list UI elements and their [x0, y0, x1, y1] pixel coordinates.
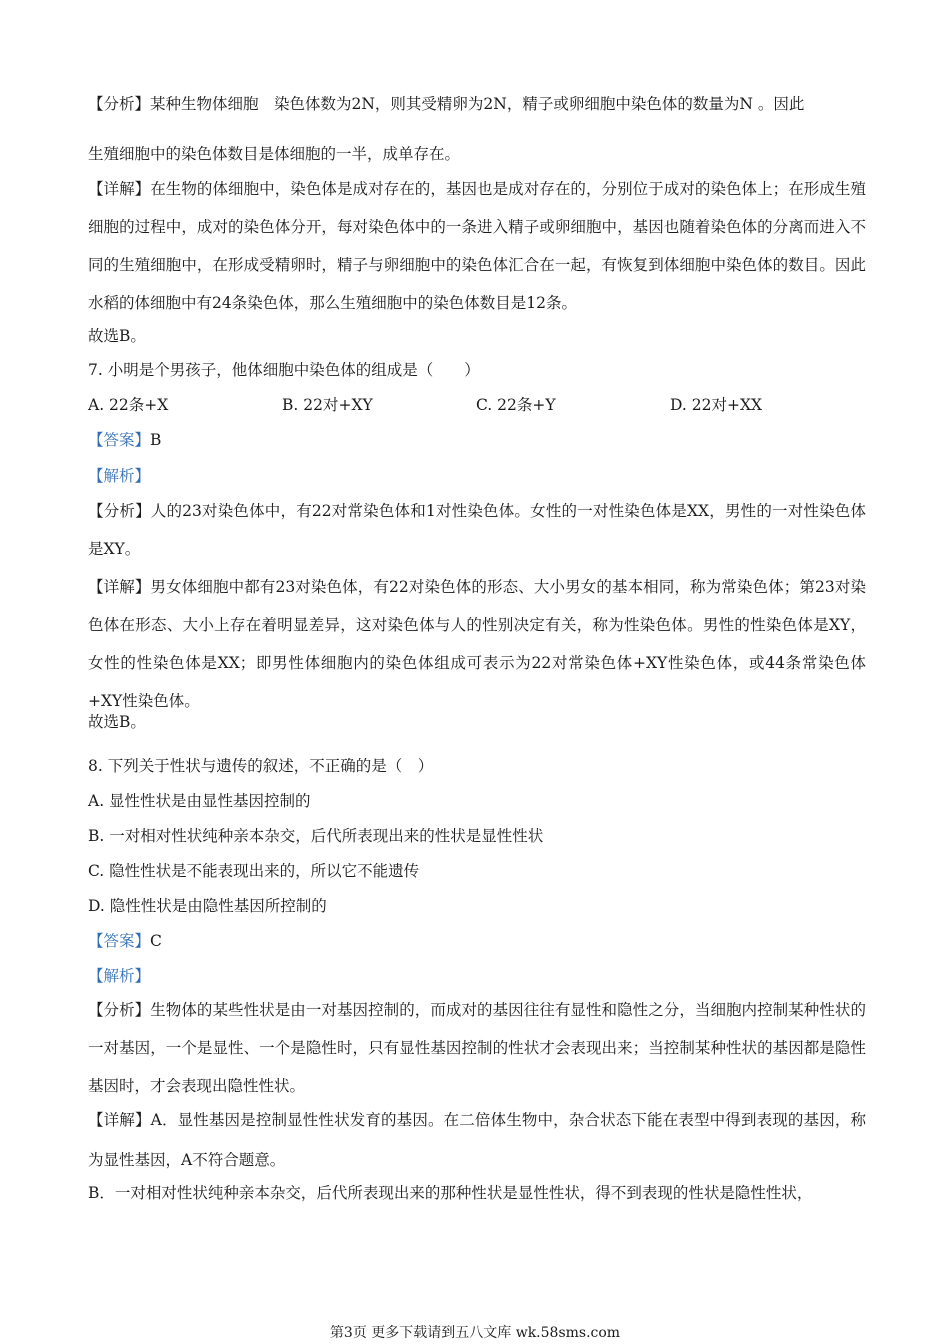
q7-question: 7. 小明是个男孩子，他体细胞中染色体的组成是（ ） [88, 361, 480, 379]
q7-analysis: 【分析】人的23对染色体中，有22对常染色体和1对性染色体。女性的一对性染色体是XX，男性的一对性染色体是XY。 [88, 502, 866, 558]
answer-tag: 【答案】 [88, 932, 151, 950]
q7-option-a: A. 22条+X [88, 396, 169, 414]
q8-option-a: A. 显性性状是由显性基因控制的 [88, 792, 311, 810]
q7-options [88, 395, 864, 415]
q8-question: 8. 下列关于性状与遗传的叙述，不正确的是（ ） [88, 757, 434, 775]
q7-conclusion: 故选B。 [88, 713, 146, 731]
q8-detail-b: B．一对相对性状纯种亲本杂交，后代所表现出来的那种性状是显性性状，得不到表现的性状是隐性性状， [88, 1184, 813, 1202]
q8-option-c: C. 隐性性状是不能表现出来的，所以它不能遗传 [88, 862, 420, 880]
q7-option-c: C. 22条+Y [476, 396, 556, 414]
q8-option-d: D. 隐性性状是由隐性基因所控制的 [88, 897, 327, 915]
q8-explain-tag: 【解析】 [88, 967, 151, 985]
q6-analysis-line2: 生殖细胞中的染色体数目是体细胞的一半，成单存在。 [88, 145, 461, 163]
q6-analysis-line1: 【分析】某种生物体细胞 染色体数为2N，则其受精卵为2N，精子或卵细胞中染色体的数量为N 。因此 [88, 95, 805, 113]
q8-detail-a: 【详解】A．显性基因是控制显性性状发育的基因。在二倍体生物中，杂合状态下能在表型中得到表现的基因，称为显性基因，A不符合题意。 [88, 1111, 866, 1169]
answer-value: B [150, 431, 162, 449]
q6-conclusion: 故选B。 [88, 327, 146, 345]
answer-value: C [150, 932, 162, 950]
q7-detail: 【详解】男女体细胞中都有23对染色体，有22对染色体的形态、大小男女的基本相同，称为常染色体；第23对染色体在形态、大小上存在着明显差异，这对染色体与人的性别决定有关，称为性染色体。男性的性染色体是XY，女性的性染色体是XX；即男性体细胞内的染色体组成可表示为22对常染色体+XY性染色体，或44条常染色体+XY性染色体。 [88, 578, 866, 710]
q7-option-b: B. 22对+XY [282, 396, 373, 414]
page-footer: 第3页 更多下载请到五八文库 wk.58sms.com [329, 1325, 621, 1341]
q7-answer [88, 430, 161, 450]
q8-answer [88, 931, 162, 951]
q6-detail: 【详解】在生物的体细胞中，染色体是成对存在的，基因也是成对存在的，分别位于成对的染色体上；在形成生殖细胞的过程中，成对的染色体分开，每对染色体中的一条进入精子或卵细胞中，基因也随着染色体的分离而进入不同的生殖细胞中，在形成受精卵时，精子与卵细胞中的染色体汇合在一起，有恢复到体细胞中染色体的数目。因此水稻的体细胞中有24条染色体，那么生殖细胞中的染色体数目是12条。 [88, 180, 866, 312]
answer-tag: 【答案】 [88, 431, 151, 449]
q7-option-d: D. 22对+XX [670, 396, 763, 414]
q8-analysis: 【分析】生物体的某些性状是由一对基因控制的，而成对的基因往往有显性和隐性之分，当细胞内控制某种性状的一对基因，一个是显性、一个是隐性时，只有显性基因控制的性状才会表现出来；当控制某种性状的基因都是隐性基因时，才会表现出隐性性状。 [88, 1001, 866, 1095]
q7-explain-tag: 【解析】 [88, 467, 151, 485]
q8-option-b: B. 一对相对性状纯种亲本杂交，后代所表现出来的性状是显性性状 [88, 827, 544, 845]
